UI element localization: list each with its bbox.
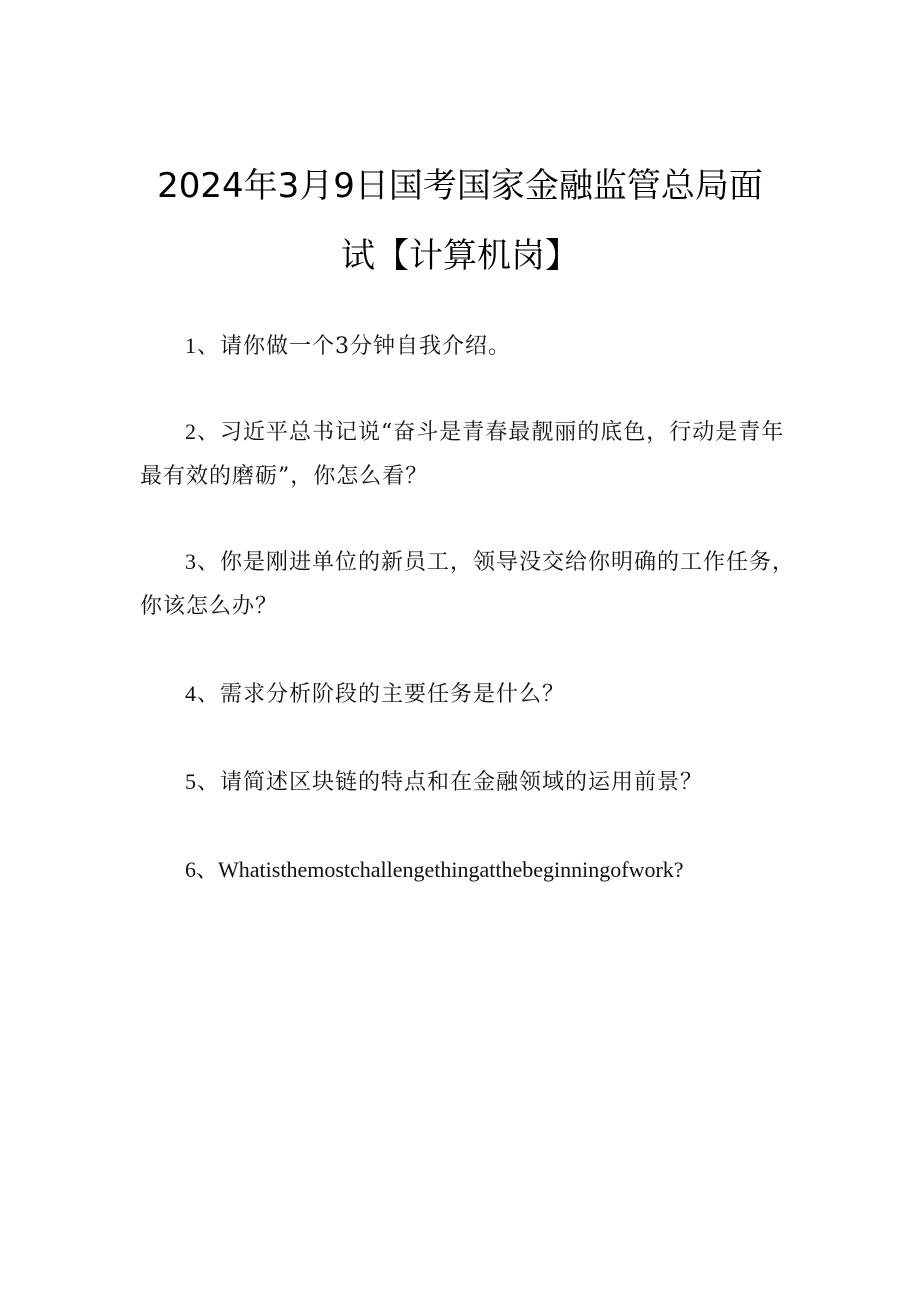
question-text: 习近平总书记说“奋斗是青春最靓丽的底色，行动是青年最有效的磨砺”，你怎么看？: [140, 420, 785, 489]
page-title-line-1: 2024年3月9日国考国家金融监管总局面: [157, 166, 763, 206]
question-separator: 、: [197, 770, 221, 795]
question-text: 请你做一个3分钟自我介绍。: [220, 334, 512, 359]
question-number: 6: [185, 857, 196, 882]
question-number: 3: [185, 549, 197, 574]
page-title-line-2: 试【计算机岗】: [341, 236, 579, 276]
question-separator: 、: [197, 334, 221, 359]
question-text: 请简述区块链的特点和在金融领域的运用前景？: [220, 770, 704, 795]
question-number: 1: [185, 333, 197, 358]
question-6: [140, 848, 800, 892]
question-2: [140, 410, 800, 499]
question-text: 你是刚进单位的新员工，领导没交给你明确的工作任务，你该怎么办？: [140, 550, 796, 619]
question-number: 2: [185, 419, 197, 444]
question-5: [140, 760, 800, 805]
question-separator: 、: [197, 682, 221, 707]
question-separator: 、: [197, 550, 221, 575]
question-number: 4: [185, 681, 197, 706]
question-text: Whatisthemostchallengethingatthebeginningofwork?: [218, 857, 684, 882]
question-3: [140, 540, 800, 629]
question-1: [140, 324, 800, 369]
question-separator: 、: [196, 857, 219, 882]
question-4: [140, 672, 800, 717]
question-number: 5: [185, 769, 197, 794]
question-text: 需求分析阶段的主要任务是什么？: [220, 682, 566, 707]
question-separator: 、: [197, 420, 221, 445]
